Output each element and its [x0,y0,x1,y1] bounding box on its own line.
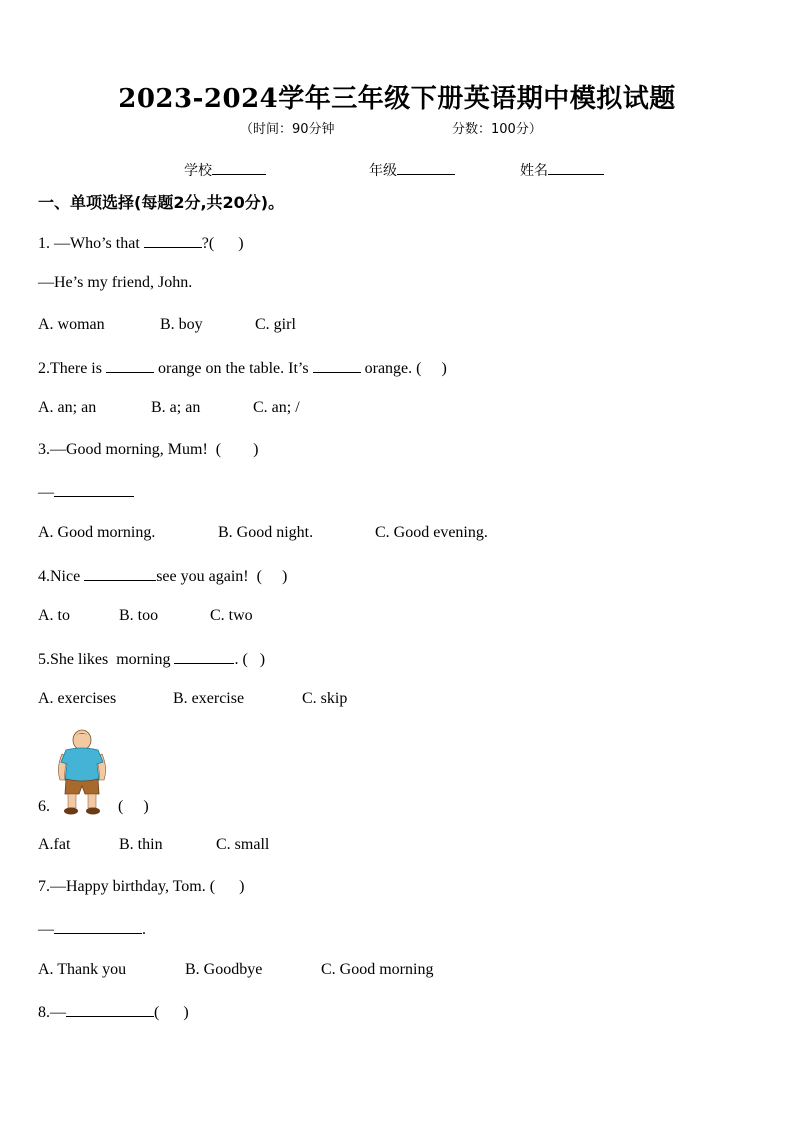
q2-option-b[interactable]: B. a; an [151,399,201,416]
left-shoe [64,808,78,815]
q7-option-a[interactable]: A. Thank you [38,961,127,978]
q5-option-c[interactable]: C. skip [302,690,348,707]
answer-blank[interactable] [54,919,142,934]
left-leg [68,794,76,808]
grade-label: 年级 [369,163,397,179]
q1-option-b[interactable]: B. boy [160,316,203,333]
q4-option-c[interactable]: C. two [210,607,253,624]
question-5: 5.She likes morning . ( ) [38,651,266,668]
q5-option-b[interactable]: B. exercise [173,690,245,707]
q4-option-a[interactable]: A. to [38,607,70,624]
q2-option-a[interactable]: A. an; an [38,399,97,416]
fat-boy-picture [54,728,110,816]
right-shoe [86,808,100,815]
q6-option-a[interactable]: A.fat [38,836,71,853]
q7-option-c[interactable]: C. Good morning [321,961,434,978]
question-4: 4.Nice see you again! ( ) [38,568,288,585]
q2-option-c[interactable]: C. an; / [253,399,300,416]
page-title: 2023-2024学年三年级下册英语期中模拟试题 [118,84,676,114]
exam-score: 分数：100分） [452,122,542,137]
name-label: 姓名 [520,163,548,179]
answer-blank[interactable] [144,233,202,248]
exam-time: （时间：90分钟 [240,122,335,137]
question-6: 6. [38,798,50,815]
grade-field [369,160,455,180]
school-field [184,160,266,180]
q1-option-c[interactable]: C. girl [255,316,296,333]
answer-blank[interactable] [84,566,156,581]
grade-blank[interactable] [397,160,455,175]
question-3-reply: — [38,482,134,502]
q7-option-b[interactable]: B. Goodbye [185,961,263,978]
q1-option-a[interactable]: A. woman [38,316,105,333]
q6-option-c[interactable]: C. small [216,836,270,853]
answer-blank[interactable] [106,358,154,373]
brown-shorts [65,779,99,794]
name-field [520,160,604,180]
question-3: 3.—Good morning, Mum! ( ) [38,441,259,458]
q3-option-c[interactable]: C. Good evening. [375,524,488,541]
blue-shirt [61,748,103,782]
question-7: 7.—Happy birthday, Tom. ( ) [38,878,245,895]
right-leg [88,794,96,808]
question-7-reply: — . [38,921,146,938]
school-label: 学校 [184,163,212,179]
question-2: 2.There is orange on the table. It’s orange. ( ) [38,360,447,377]
question-1-reply: —He’s my friend, John. [38,274,193,291]
school-blank[interactable] [212,160,266,175]
question-6-answer: ( ) [118,798,149,815]
question-1: 1. —Who’s that ?( ) [38,235,244,252]
q5-option-a[interactable]: A. exercises [38,690,117,707]
answer-blank[interactable] [174,649,234,664]
q4-option-b[interactable]: B. too [119,607,159,624]
q3-option-a[interactable]: A. Good morning. [38,524,156,541]
q6-option-b[interactable]: B. thin [119,836,163,853]
answer-blank[interactable] [66,1002,154,1017]
q3-option-b[interactable]: B. Good night. [218,524,314,541]
answer-blank[interactable] [54,482,134,497]
answer-blank[interactable] [313,358,361,373]
section-title: 一、单项选择(每题2分,共20分)。 [38,193,285,212]
name-blank[interactable] [548,160,604,175]
question-8: 8.— ( ) [38,1004,189,1021]
